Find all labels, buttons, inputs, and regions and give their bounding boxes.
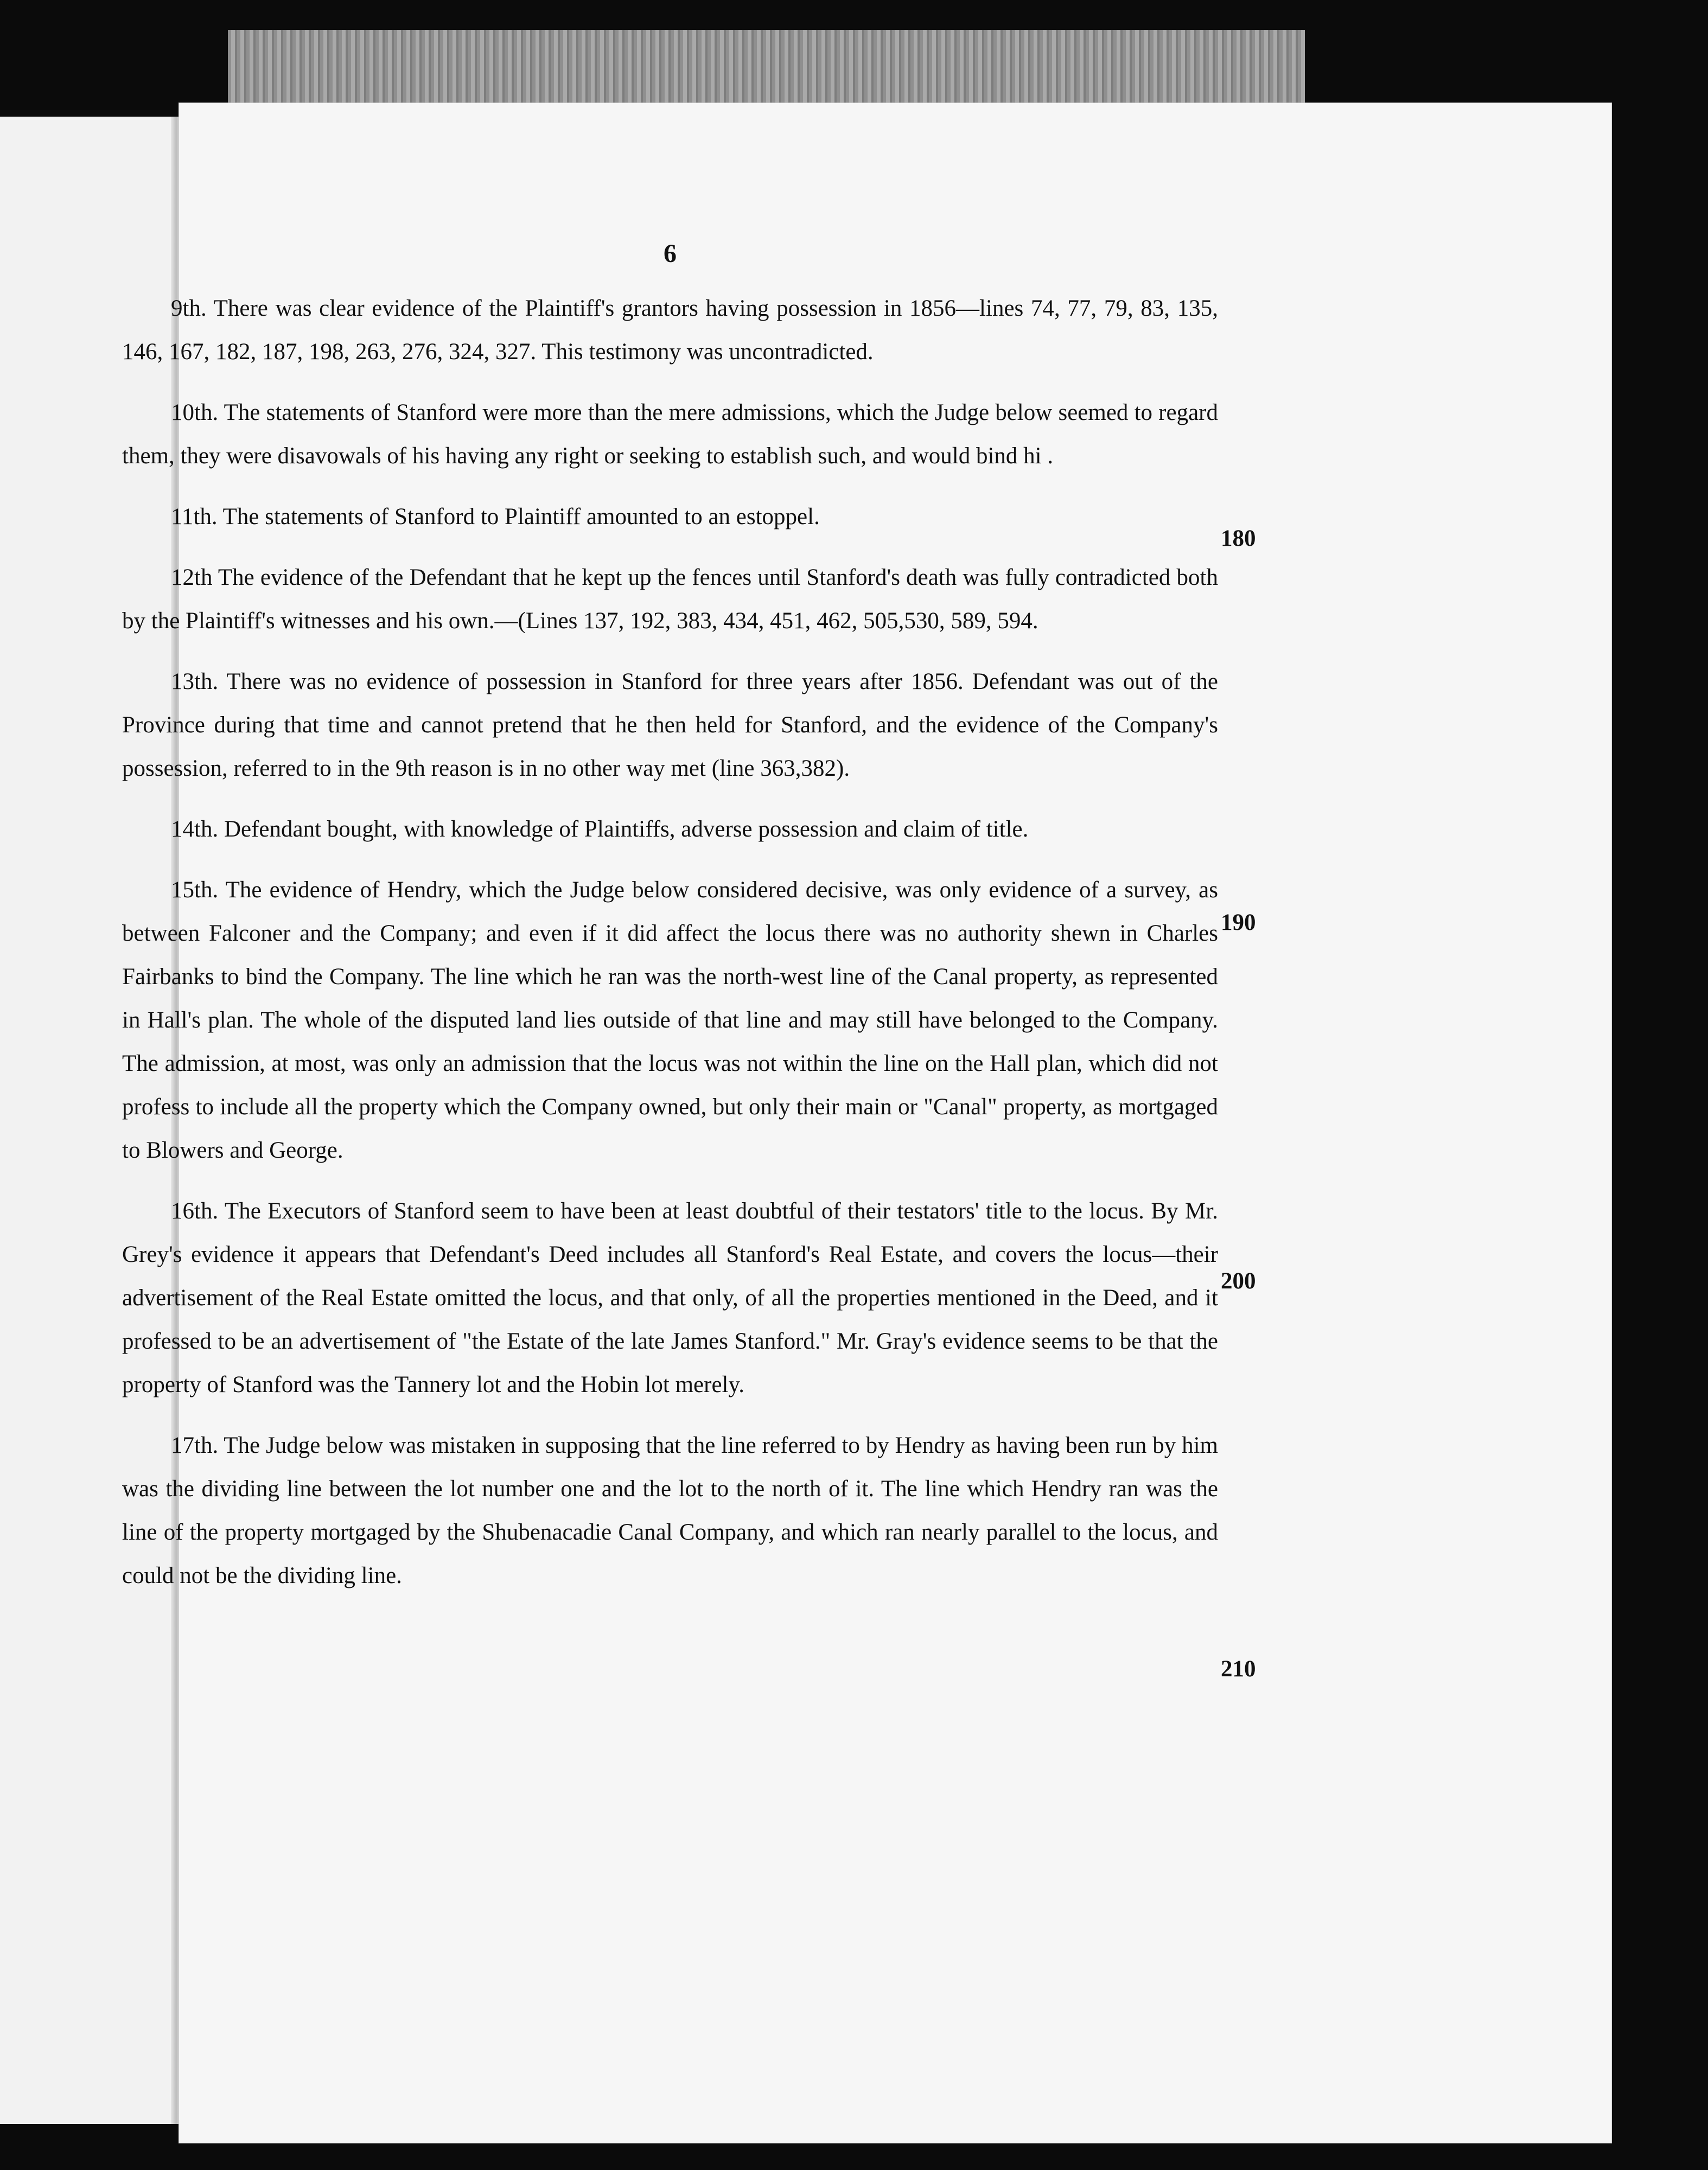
page-number: 6 xyxy=(664,239,677,268)
margin-line-number: 180 xyxy=(1221,526,1256,551)
paragraph-17th: 17th. The Judge below was mistaken in supposing that the line referred to by Hendry as having been run by him was the dividing line between the lot number one and the lot to the north of it. The line which Hendry ran was the line of the property mortgaged by the Shubenacadie Canal Company, and which ran nearly parallel to the locus, and could not be the dividing line. xyxy=(122,1433,1218,1588)
paragraph-14th: 14th. Defendant bought, with knowledge of Plaintiffs, adverse possession and claim of title. xyxy=(171,816,1029,842)
page-body xyxy=(122,239,1218,1615)
paragraph-9th: 9th. There was clear evidence of the Plaintiff's grantors having possession in 1856—lines 74, 77, 79, 83, 135, 146, 167, 182, 187, 198, 263, 276, 324, 327. This testimony was uncontradicted. xyxy=(122,296,1218,365)
scanner-strip xyxy=(228,30,1305,111)
paragraph-15th: 15th. The evidence of Hendry, which the Judge below considered decisive, was only evidence of a survey, as between Falconer and the Company; and even if it did affect the locus there was no authority shewn in Charles Fairbanks to bind the Company. The line which he ran was the north-west line of the Canal property, as represented in Hall's plan. The whole of the disputed land lies outside of that line and may still have belonged to the Company. The admission, at most, was only an admission that the locus was not within the line on the Hall plan, which did not profess to include all the property which the Company owned, but only their main or "Canal" property, as mortgaged to Blowers and George. xyxy=(122,877,1218,1163)
paragraph-16th: 16th. The Executors of Stanford seem to have been at least doubtful of their testators' title to the locus. By Mr. Grey's evidence it appears that Defendant's Deed includes all Stanford's Real Estate, and covers the locus—their advertisement of the Real Estate omitted the locus, and that only, of all the properties mentioned in the Deed, and it professed to be an advertisement of "the Estate of the late James Stanford." Mr. Gray's evidence seems to be that the property of Stanford was the Tannery lot and the Hobin lot merely. xyxy=(122,1198,1218,1397)
margin-line-number: 200 xyxy=(1221,1268,1256,1294)
paragraph-11th: 11th. The statements of Stanford to Plaintiff amounted to an estoppel. xyxy=(171,504,820,529)
margin-line-number: 210 xyxy=(1221,1656,1256,1682)
margin-line-number: 190 xyxy=(1221,910,1256,935)
paragraph-13th: 13th. There was no evidence of possession in Stanford for three years after 1856. Defendant was out of the Province during that time and cannot pretend that he then held for Stanford, and the evidence of the Company's possession, referred to in the 9th reason is in no other way met (line 363,382). xyxy=(122,669,1218,781)
paragraph-10th: 10th. The statements of Stanford were more than the mere admissions, which the Judge below seemed to regard them, they were disavowals of his having any right or seeking to establish such, and would bind hi . xyxy=(122,400,1218,469)
paragraph-12th: 12th The evidence of the Defendant that he kept up the fences until Stanford's death was fully contradicted both by the Plaintiff's witnesses and his own.—(Lines 137, 192, 383, 434, 451, 462, 505,530, 589, 594. xyxy=(122,565,1218,634)
